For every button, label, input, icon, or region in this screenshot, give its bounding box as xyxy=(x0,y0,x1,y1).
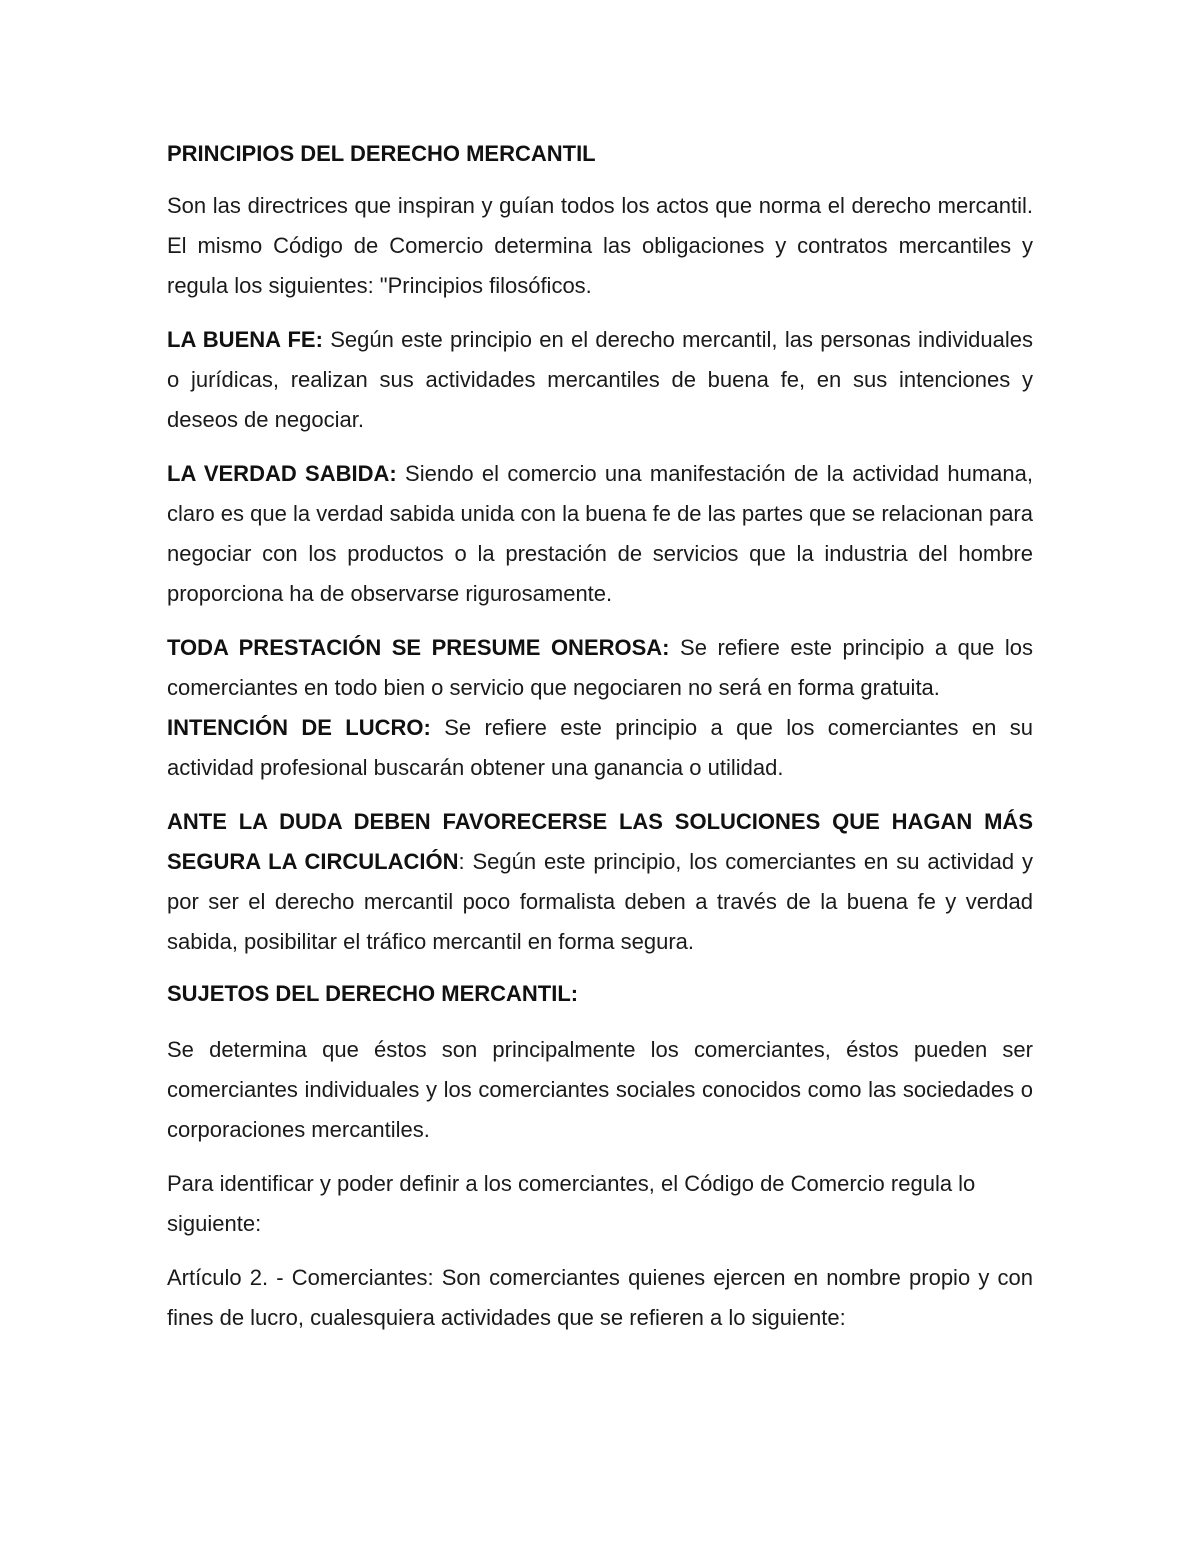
intro-paragraph: Son las directrices que inspiran y guían todos los actos que norma el derecho mercantil. El mismo Código de Comercio determina las obligaciones y contratos mercantiles y regula los siguientes: "Principios filosóficos. xyxy=(167,193,1033,298)
section-title: SUJETOS DEL DERECHO MERCANTIL: xyxy=(167,981,579,1006)
principle-term: LA VERDAD SABIDA: xyxy=(167,461,397,486)
document-title: PRINCIPIOS DEL DERECHO MERCANTIL xyxy=(167,141,596,166)
document-page xyxy=(167,138,1033,1352)
principle-text: : Según este principio, los comerciantes en su actividad y por ser el derecho mercantil poco formalista deben a través de la buena fe y verdad sabida, posibilitar el tráfico mercantil en forma segura. xyxy=(167,849,1034,954)
principle-paragraph-circulacion xyxy=(167,802,1033,962)
principle-term: ANTE LA DUDA DEBEN FAVORECERSE LAS SOLUCIONES QUE HAGAN MÁS SEGURA LA CIRCULACIÓN xyxy=(167,809,1033,874)
principle-text: Se refiere este principio a que los comerciantes en su actividad profesional buscarán obtener una ganancia o utilidad. xyxy=(167,715,1033,780)
principle-term: TODA PRESTACIÓN SE PRESUME ONEROSA: xyxy=(167,635,670,660)
section-paragraph: Se determina que éstos son principalmente los comerciantes, éstos pueden ser comerciantes individuales y los comerciantes sociales conocidos como las sociedades o corporaciones mercantiles. xyxy=(167,1037,1033,1142)
principle-term: LA BUENA FE: xyxy=(167,327,323,352)
section-paragraph: Artículo 2. - Comerciantes: Son comerciantes quienes ejercen en nombre propio y con fines de lucro, cualesquiera actividades que se refieren a lo siguiente: xyxy=(167,1265,1033,1330)
principle-paragraph-onerosa xyxy=(167,628,1033,708)
principle-text: Siendo el comercio una manifestación de la actividad humana, claro es que la verdad sabida unida con la buena fe de las partes que se relacionan para negociar con los productos o la prestación de servicios que la industria del hombre proporciona ha de observarse rigurosamente. xyxy=(167,461,1034,606)
principle-paragraph-lucro xyxy=(167,708,1033,788)
principle-text: Según este principio en el derecho mercantil, las personas individuales o jurídicas, realizan sus actividades mercantiles de buena fe, en sus intenciones y deseos de negociar. xyxy=(167,327,1033,432)
principle-term: INTENCIÓN DE LUCRO: xyxy=(167,715,431,740)
section-paragraph: Para identificar y poder definir a los comerciantes, el Código de Comercio regula lo siguiente: xyxy=(167,1171,976,1236)
principle-text: Se refiere este principio a que los comerciantes en todo bien o servicio que negociaren no será en forma gratuita. xyxy=(167,635,1034,700)
principle-paragraph-verdad-sabida xyxy=(167,454,1033,614)
principle-paragraph-buena-fe xyxy=(167,320,1033,440)
